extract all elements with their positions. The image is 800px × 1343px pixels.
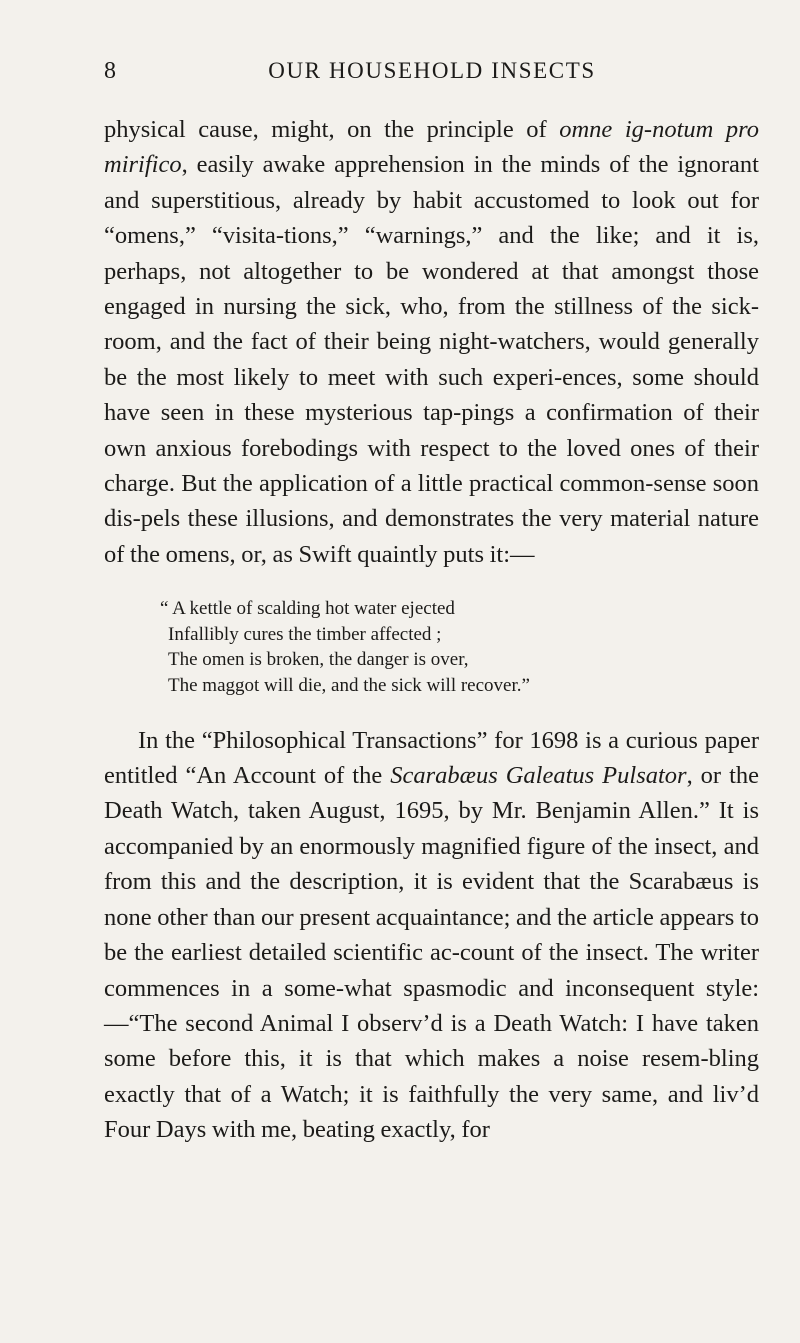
paragraph-1-text-cont: , easily awake apprehension in the minds of the ignorant and superstitious, already by habit accustomed to look out for “omens,” “visita-tions,” “warnings,” and the like; and it is, perhaps, not altogether to be wondered at that amongst those engaged in nursing the sick, who, from the stillness of the sick-room, and the fact of their being night-watchers, would generally be the most likely to meet with such experi-ences, some should have seen in these mysterious tap-pings a confirmation of their own anxious forebodings with respect to the loved ones of their charge. But the application of a little practical common-sense soon dis-pels these illusions, and demonstrates the very material nature of the omens, or, as Swift quaintly puts it:— bbox=[104, 151, 759, 568]
paragraph-2-text: In the “Philosophical Transactions” for 1698 is a curious paper entitled “An Account of the bbox=[104, 726, 759, 790]
paragraph-1-text: physical cause, might, on the principle of bbox=[104, 116, 560, 143]
paragraph-1 bbox=[104, 112, 759, 572]
running-title: OUR HOUSEHOLD INSECTS bbox=[268, 58, 596, 83]
species-name: Scarabæus Galeatus Pulsator bbox=[390, 762, 687, 790]
verse-line: The maggot will die, and the sick will recover.” bbox=[168, 675, 530, 697]
latin-phrase: omne ig-notum pro mirifico bbox=[104, 116, 759, 179]
verse-line: “ A kettle of scalding hot water ejected bbox=[160, 598, 455, 620]
page-number: 8 bbox=[104, 58, 117, 84]
verse-quotation bbox=[160, 596, 759, 698]
verse-line: Infallibly cures the timber affected ; bbox=[168, 623, 442, 645]
verse-line: The omen is broken, the danger is over, bbox=[168, 649, 469, 671]
body-text bbox=[104, 112, 759, 1148]
paragraph-2-text-cont: , or the Death Watch, taken August, 1695, by Mr. Benjamin Allen.” It is accompanied by an enormously magnified figure of the insect, and from this and the description, it is evident that the Scarabæus is none other than our present acquaintance; and the article appears to be the earliest detailed scientific ac-count of the insect. The writer commences in a some-what spasmodic and inconsequent style:—“The second Animal I observ’d is a Death Watch: I have taken some before this, it is that which makes a noise resem-bling exactly that of a Watch; it is faithfully the very same, and liv’d Four Days with me, beating exactly, for bbox=[104, 762, 760, 1144]
paragraph-2 bbox=[104, 723, 759, 1148]
page-header bbox=[104, 58, 760, 90]
